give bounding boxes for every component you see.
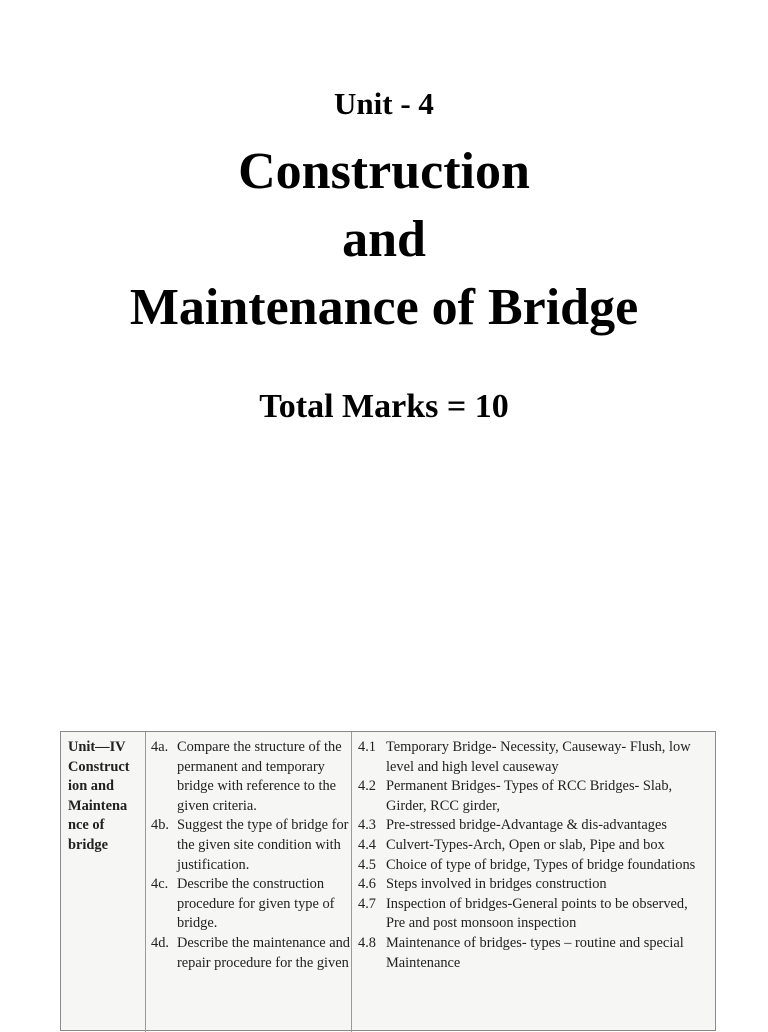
topic-number: 4.4: [358, 836, 376, 853]
topic-text: Inspection of bridges-General points to be observed, Pre and post monsoon inspection: [386, 895, 688, 932]
topic-text: Permanent Bridges- Types of RCC Bridges- Slab, Girder, RCC girder,: [386, 778, 673, 814]
column-divider: [145, 732, 146, 1032]
topic-item: [358, 895, 698, 934]
outcome-item: [151, 738, 351, 816]
title-line-3: Maintenance of Bridge: [129, 279, 639, 336]
slide-title: [0, 138, 768, 342]
title-line-1: Construction: [238, 143, 530, 200]
outcome-text: Compare the structure of the permanent and temporary bridge with reference to the given criteria.: [177, 739, 342, 814]
topic-text: Culvert-Types-Arch, Open or slab, Pipe and box: [386, 836, 665, 853]
topic-item: [358, 836, 698, 856]
topic-item: [358, 738, 698, 777]
topic-text: Maintenance of bridges- types – routine and special Maintenance: [386, 934, 684, 971]
outcomes-cell: [151, 738, 351, 973]
outcome-item: [151, 816, 351, 875]
topic-item: [358, 856, 698, 876]
topic-item: [358, 875, 698, 895]
outcome-item: [151, 934, 351, 973]
topic-item: [358, 816, 698, 836]
topic-number: 4.6: [358, 876, 376, 893]
topic-item: [358, 934, 698, 973]
topic-number: 4.1: [358, 739, 376, 755]
syllabus-table-image: [60, 731, 716, 1031]
unit-heading: Unit - 4: [334, 86, 434, 121]
topic-text: Choice of type of bridge, Types of bridge foundations: [386, 856, 696, 873]
total-marks: Total Marks = 10: [259, 388, 509, 425]
outcome-number: 4d.: [151, 934, 169, 951]
unit-cell: Unit—IV Construct ion and Maintena nce of bridge: [68, 739, 130, 853]
topic-text: Temporary Bridge- Necessity, Causeway- Flush, low level and high level causeway: [386, 739, 691, 775]
outcome-text: Describe the construction procedure for given type of bridge.: [177, 876, 335, 932]
outcome-item: [151, 875, 351, 934]
title-line-2: and: [342, 211, 426, 268]
outcome-number: 4a.: [151, 739, 169, 755]
topic-number: 4.5: [358, 856, 376, 873]
outcome-text: Suggest the type of bridge for the given site condition with justification.: [177, 817, 349, 873]
outcome-text: Describe the maintenance and repair procedure for the given: [177, 934, 351, 971]
topic-number: 4.2: [358, 778, 376, 795]
outcome-number: 4c.: [151, 876, 169, 893]
topic-number: 4.3: [358, 817, 376, 834]
outcome-number: 4b.: [151, 817, 169, 834]
topic-number: 4.8: [358, 934, 376, 951]
column-divider: [351, 732, 352, 1032]
topic-text: Pre-stressed bridge-Advantage & dis-advantages: [386, 817, 667, 834]
topic-text: Steps involved in bridges construction: [386, 876, 607, 893]
topics-cell: [358, 738, 698, 973]
topic-item: [358, 777, 698, 816]
topic-number: 4.7: [358, 895, 376, 912]
